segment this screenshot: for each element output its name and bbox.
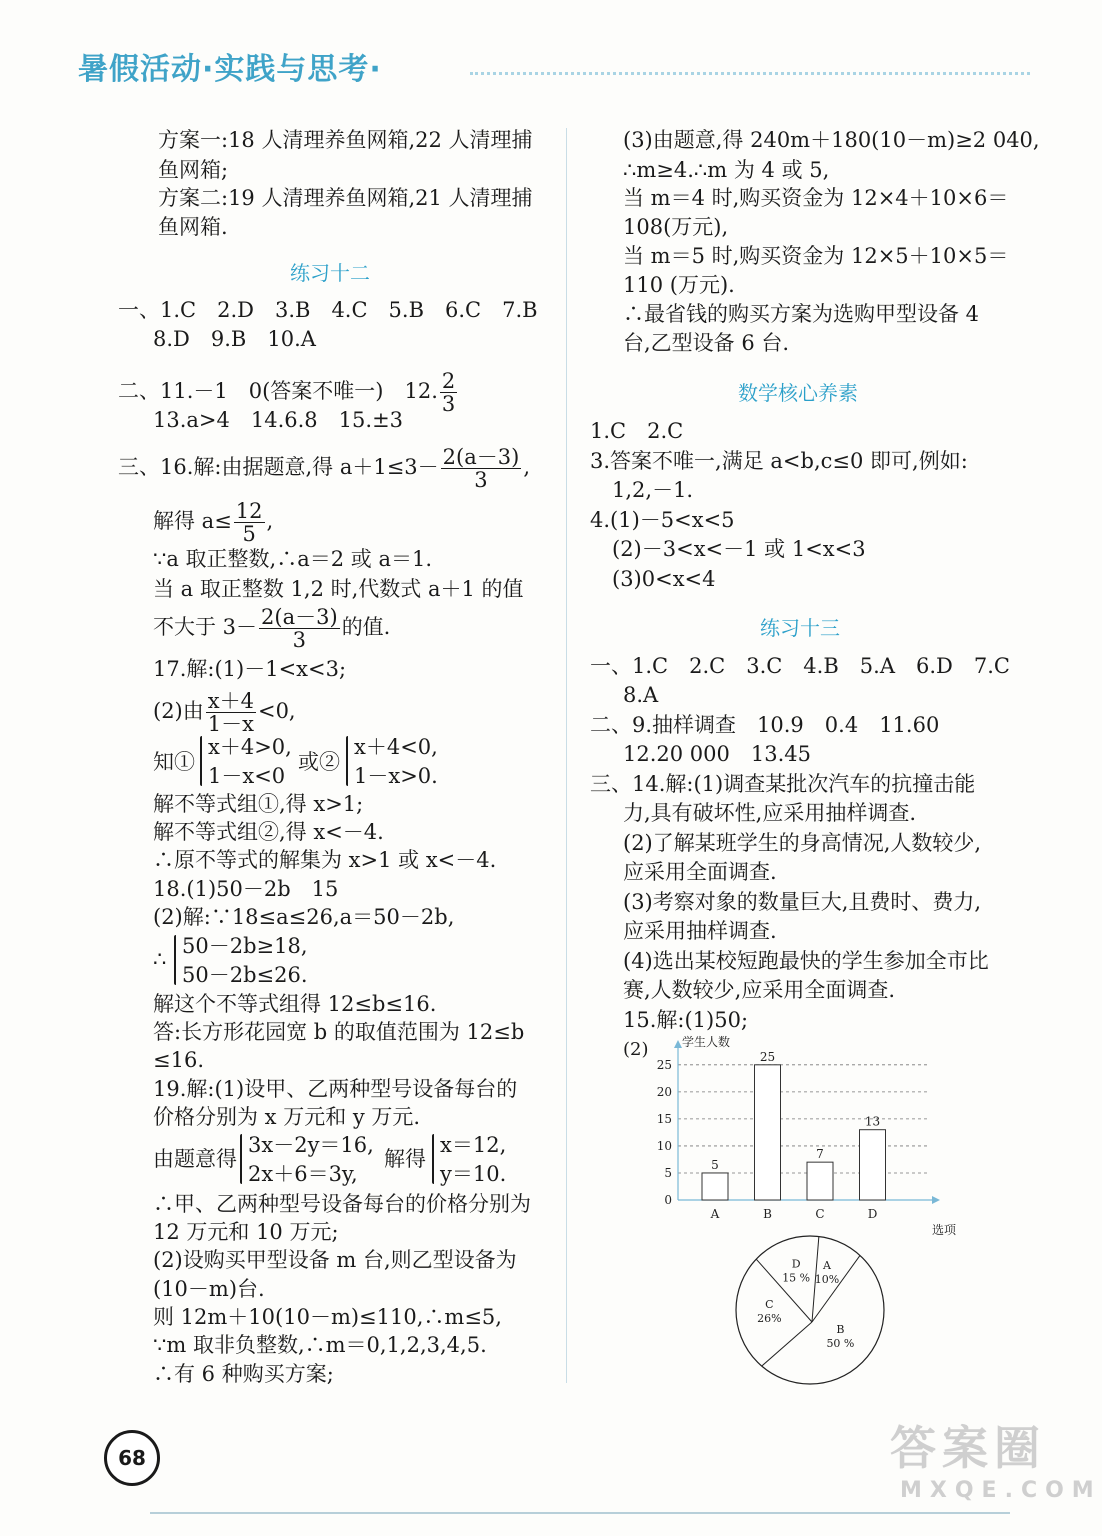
pie-outline	[736, 1236, 884, 1384]
data-label: 13	[864, 1114, 881, 1129]
answer-line: 15.解:(1)50;	[623, 1008, 749, 1032]
answer-line: 当 m＝5 时,购买资金为 12×5＋10×5＝	[623, 244, 1009, 268]
answer-line: (10－m)台.	[153, 1277, 265, 1301]
answer-line-fraction	[153, 606, 390, 651]
data-label: 5	[711, 1157, 719, 1172]
x-tick-label: B	[763, 1207, 772, 1221]
answer-line: ≤16.	[153, 1048, 204, 1072]
denominator: 3	[474, 468, 488, 492]
answer-line: 8.D 9.B 10.A	[153, 327, 316, 351]
denominator: 3	[292, 628, 307, 652]
fraction	[440, 370, 457, 415]
answer-line: 17.解:(1)－1<x<3;	[153, 657, 347, 681]
answer-line: 则 12m＋10(10－m)≤110,∴m≤5,	[153, 1305, 502, 1329]
answer-line: (2)设购买甲型设备 m 台,则乙型设备为	[153, 1248, 517, 1272]
answer-line: ∴m≥4.∴m 为 4 或 5,	[623, 158, 830, 182]
answer-text: (2)由	[153, 699, 204, 723]
answer-line: 方案二:19 人清理养鱼网箱,21 人清理捕	[158, 186, 533, 210]
answer-line: 13.a>4 14.6.8 15.±3	[153, 408, 404, 432]
bar	[755, 1065, 781, 1200]
bar	[702, 1173, 728, 1200]
y-tick-label: 25	[656, 1057, 672, 1072]
y-tick-label: 10	[656, 1138, 672, 1153]
answer-line: 赛,人数较少,应采用全面调查.	[623, 978, 896, 1002]
y-tick-label: 20	[656, 1084, 672, 1099]
answer-line: 12.20 000 13.45	[623, 742, 811, 766]
denominator: 5	[242, 522, 256, 546]
y-tick-label: 0	[664, 1193, 672, 1207]
answer-line: 力,具有破坏性,应采用抽样调查.	[623, 801, 917, 825]
watermark	[890, 1412, 1102, 1503]
answer-line: 18.(1)50－2b 15	[153, 877, 339, 901]
watermark-logo-text: 答案圈	[890, 1421, 1046, 1475]
answer-line: 19.解:(1)设甲、乙两种型号设备每台的	[153, 1077, 518, 1101]
page-number: 68	[104, 1430, 160, 1486]
section-heading-exercise-13: 练习十三	[760, 616, 840, 640]
footer-rule	[150, 1512, 1010, 1514]
answer-line: (3)0<x<4	[612, 567, 716, 591]
numerator: 12	[235, 499, 263, 523]
answer-line: 价格分别为 x 万元和 y 万元.	[153, 1105, 421, 1129]
answer-line-fraction	[153, 690, 296, 735]
data-label: 7	[816, 1147, 824, 1162]
answer-line: ∵a 取正整数,∴a＝2 或 a＝1.	[153, 547, 433, 571]
numerator: x＋4	[207, 689, 254, 713]
pie-slice-label: A	[823, 1259, 831, 1273]
pie-slice-percent: 26%	[757, 1312, 782, 1326]
pie-slice-label: B	[836, 1323, 845, 1337]
pie-slice-label: D	[791, 1257, 801, 1271]
fraction	[234, 500, 265, 545]
pie-slice-percent: 10%	[814, 1273, 840, 1287]
brace	[432, 1134, 434, 1184]
answer-line: 答:长方形花园宽 b 的取值范围为 12≤b	[153, 1020, 525, 1044]
answer-text: 或②	[298, 750, 340, 774]
answer-line: 应采用全面调查.	[623, 860, 777, 884]
system-line: x＝12,	[440, 1133, 507, 1157]
answer-line: (2)	[623, 1039, 649, 1060]
bar	[807, 1162, 833, 1200]
answer-line: 三、14.解:(1)调查某批次汽车的抗撞击能	[590, 772, 976, 796]
denominator: 1－x	[207, 712, 254, 736]
answer-text: 知①	[153, 750, 195, 774]
pie-slice-percent: 50 %	[826, 1337, 855, 1351]
brace	[174, 935, 176, 985]
answer-line: 108(万元),	[623, 215, 729, 239]
y-axis-label: 学生人数	[682, 1035, 731, 1049]
answer-line: 鱼网箱;	[158, 158, 229, 182]
bar-chart	[650, 1030, 960, 1237]
answer-text: 不大于 3－	[153, 615, 258, 639]
pie-slice-edge	[812, 1255, 860, 1322]
x-tick-label: A	[710, 1207, 720, 1221]
fraction	[441, 446, 522, 491]
numerator: 2(a－3)	[442, 445, 520, 469]
answer-line: (3)考察对象的数量巨大,且费时、费力,	[623, 890, 982, 914]
pie-slice-label: C	[765, 1298, 774, 1312]
answer-line: 3.答案不唯一,满足 a<b,c≤0 即可,例如:	[590, 449, 968, 473]
system-line: 3x－2y＝16,	[248, 1133, 374, 1157]
answer-text: 解得	[384, 1147, 426, 1171]
system-line: 1－x>0.	[354, 764, 438, 788]
pie-slice-edge	[762, 1322, 812, 1366]
answer-line: 鱼网箱.	[158, 215, 228, 239]
answer-text: 的值.	[341, 615, 391, 639]
system-line: x＋4>0,	[208, 735, 292, 759]
answer-line: ∴甲、乙两种型号设备每台的价格分别为	[153, 1192, 531, 1216]
answer-line: 1,2,－1.	[612, 478, 694, 502]
x-axis-arrow	[932, 1196, 940, 1204]
answer-line: 8.A	[623, 683, 659, 707]
watermark-url: MXQE.COM	[900, 1478, 1102, 1503]
system-line: 1－x<0	[208, 764, 286, 788]
answer-line: (4)选出某校短跑最快的学生参加全市比	[623, 949, 989, 973]
answer-line: 台,乙型设备 6 台.	[623, 331, 790, 355]
book-series-title: 暑假活动·实践与思考·	[78, 52, 382, 87]
y-tick-label: 15	[656, 1111, 672, 1126]
answer-line: 12 万元和 10 万元;	[153, 1220, 339, 1244]
brace	[200, 736, 202, 786]
answer-line-fraction	[118, 446, 530, 491]
header-dotted-rule	[470, 72, 1030, 75]
system-line: 50－2b≤26.	[182, 963, 308, 987]
answer-text: 由题意得	[153, 1147, 237, 1171]
answer-line: (3)由题意,得 240m＋180(10－m)≥2 040,	[623, 128, 1040, 152]
numerator: 2	[441, 369, 456, 393]
x-axis-label: 选项	[932, 1223, 957, 1237]
answer-text: ,	[266, 509, 274, 533]
fraction	[206, 690, 256, 735]
answer-line: ∴最省钱的购买方案为选购甲型设备 4	[623, 302, 980, 326]
answer-line: (2)了解某班学生的身高情况,人数较少,	[623, 831, 982, 855]
answer-line: ∵m 取非负整数,∴m＝0,1,2,3,4,5.	[153, 1333, 487, 1357]
answer-line: 应采用抽样调查.	[623, 919, 777, 943]
bar	[860, 1130, 886, 1200]
system-line: 50－2b≥18,	[182, 934, 308, 958]
answer-line: 4.(1)－5<x<5	[590, 508, 735, 532]
answer-text: <0,	[257, 699, 296, 723]
fraction	[259, 606, 340, 651]
x-tick-label: C	[815, 1207, 825, 1221]
pie-chart	[730, 1230, 890, 1390]
answer-line: 当 m＝4 时,购买资金为 12×4＋10×6＝	[623, 186, 1009, 210]
answer-text: ,	[523, 455, 530, 479]
section-heading-core-literacy: 数学核心养素	[738, 381, 858, 405]
answer-line: 二、9.抽样调查 10.9 0.4 11.60	[590, 713, 940, 737]
answer-line: 一、1.C 2.C 3.C 4.B 5.A 6.D 7.C	[590, 654, 1010, 678]
y-tick-label: 5	[664, 1165, 672, 1180]
answer-line: 110 (万元).	[623, 273, 735, 297]
y-axis-arrow	[674, 1040, 682, 1048]
answer-line: 解不等式组①,得 x>1;	[153, 792, 364, 816]
answer-line: 解不等式组②,得 x<－4.	[153, 820, 384, 844]
answer-line: 一、1.C 2.D 3.B 4.C 5.B 6.C 7.B	[118, 298, 538, 322]
brace	[346, 736, 348, 786]
system-line: 2x＋6＝3y,	[248, 1162, 358, 1186]
pie-slice-percent: 15 %	[782, 1271, 811, 1285]
answer-line: (2)－3<x<－1 或 1<x<3	[612, 537, 866, 561]
answer-line: 当 a 取正整数 1,2 时,代数式 a＋1 的值	[153, 577, 524, 601]
answer-line: 1.C 2.C	[590, 419, 684, 443]
answer-line: 解这个不等式组得 12≤b≤16.	[153, 992, 437, 1016]
column-divider	[566, 128, 567, 1383]
answer-line: ∴原不等式的解集为 x>1 或 x<－4.	[153, 848, 497, 872]
x-tick-label: D	[867, 1207, 878, 1221]
answer-text: ∴	[153, 947, 167, 971]
brace	[240, 1134, 242, 1184]
answer-line-fraction	[153, 500, 273, 545]
answer-text: 二、11.－1 0(答案不唯一) 12.	[118, 379, 438, 403]
system-line: y＝10.	[440, 1162, 507, 1186]
system-line: x＋4<0,	[354, 735, 438, 759]
answer-line: (2)解:∵18≤a≤26,a＝50－2b,	[153, 905, 455, 929]
answer-line: ∴有 6 种购买方案;	[153, 1362, 334, 1386]
answer-text: 解得 a≤	[153, 509, 232, 533]
data-label: 25	[759, 1049, 776, 1064]
answer-text: 三、16.解:由据题意,得 a＋1≤3－	[118, 455, 439, 479]
answer-line: 方案一:18 人清理养鱼网箱,22 人清理捕	[158, 128, 533, 152]
denominator: 3	[441, 392, 456, 416]
numerator: 2(a－3)	[261, 605, 338, 629]
section-heading-exercise-12: 练习十二	[290, 261, 370, 285]
